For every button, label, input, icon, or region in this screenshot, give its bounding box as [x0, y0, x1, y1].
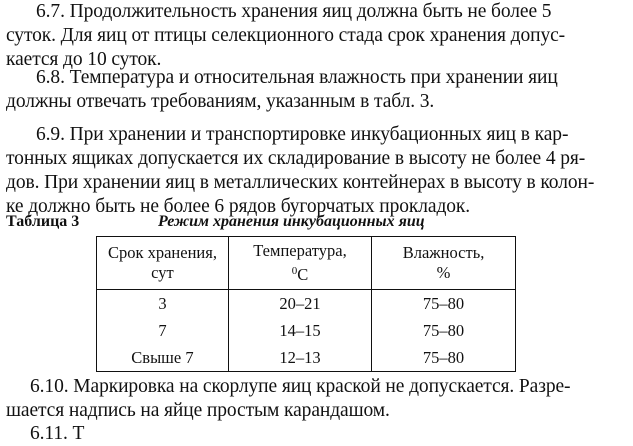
table-header-row — [97, 237, 516, 290]
table-row — [97, 317, 516, 344]
paragraph-line: 6.8. Температура и относительная влажность при хранении яиц — [36, 67, 558, 88]
header-unit: % — [436, 263, 451, 282]
paragraph-line: суток. Для яиц от птицы селекционного стада срок хранения допус- — [6, 25, 566, 46]
header-temperature — [228, 237, 371, 290]
paragraph-6-11-partial — [30, 422, 626, 446]
paragraph-line: тонных ящиках допускается их складирование в высоту не более 4 ря- — [6, 148, 586, 169]
cell-temp: 20–21 — [228, 290, 371, 318]
cell-humidity: 75–80 — [372, 317, 516, 344]
table-title: Режим хранения инкубационных яиц — [158, 213, 425, 230]
header-text: Влажность, — [402, 243, 485, 262]
paragraph-6-7 — [6, 0, 626, 72]
storage-mode-table — [96, 236, 516, 372]
paragraph-line: ке должно быть не более 6 рядов бугорчатых прокладок. — [6, 196, 471, 217]
paragraph-line: шается надпись на яйце простым карандашом. — [6, 400, 390, 421]
table-label: Таблица 3 — [6, 213, 80, 230]
table-row — [97, 344, 516, 372]
cell-temp: 14–15 — [228, 317, 371, 344]
cell-temp: 12–13 — [228, 344, 371, 372]
paragraph-6-10 — [6, 375, 626, 423]
header-text: Температура, — [253, 241, 347, 260]
paragraph-line: 6.9. При хранении и транспортировке инкубационных яиц в кар- — [36, 124, 569, 145]
cell-period: 3 — [97, 290, 229, 318]
header-unit: сут — [151, 263, 174, 282]
paragraph-line: 6.10. Маркировка на скорлупе яиц краской не допускается. Разре- — [30, 376, 571, 397]
header-unit: С — [297, 265, 309, 284]
paragraph-6-9 — [6, 123, 626, 219]
paragraph-6-8 — [6, 66, 626, 114]
header-text: Срок хранения, — [107, 243, 217, 262]
table-row — [97, 290, 516, 318]
cell-humidity: 75–80 — [372, 344, 516, 372]
paragraph-line: дов. При хранении яиц в металлических контейнерах в высоту в колон- — [6, 172, 595, 193]
header-humidity — [372, 237, 516, 290]
paragraph-line: должны отвечать требованиям, указанным в табл. 3. — [6, 91, 435, 112]
header-storage-period — [97, 237, 229, 290]
paragraph-line: кается до 10 суток. — [6, 49, 162, 70]
paragraph-line: 6.7. Продолжительность хранения яиц должна быть не более 5 — [36, 1, 552, 22]
cell-period: 7 — [97, 317, 229, 344]
cell-period: Свыше 7 — [97, 344, 229, 372]
degree-sup: 0 — [291, 265, 298, 277]
paragraph-line: 6.11. Т — [30, 423, 85, 444]
cell-humidity: 75–80 — [372, 290, 516, 318]
